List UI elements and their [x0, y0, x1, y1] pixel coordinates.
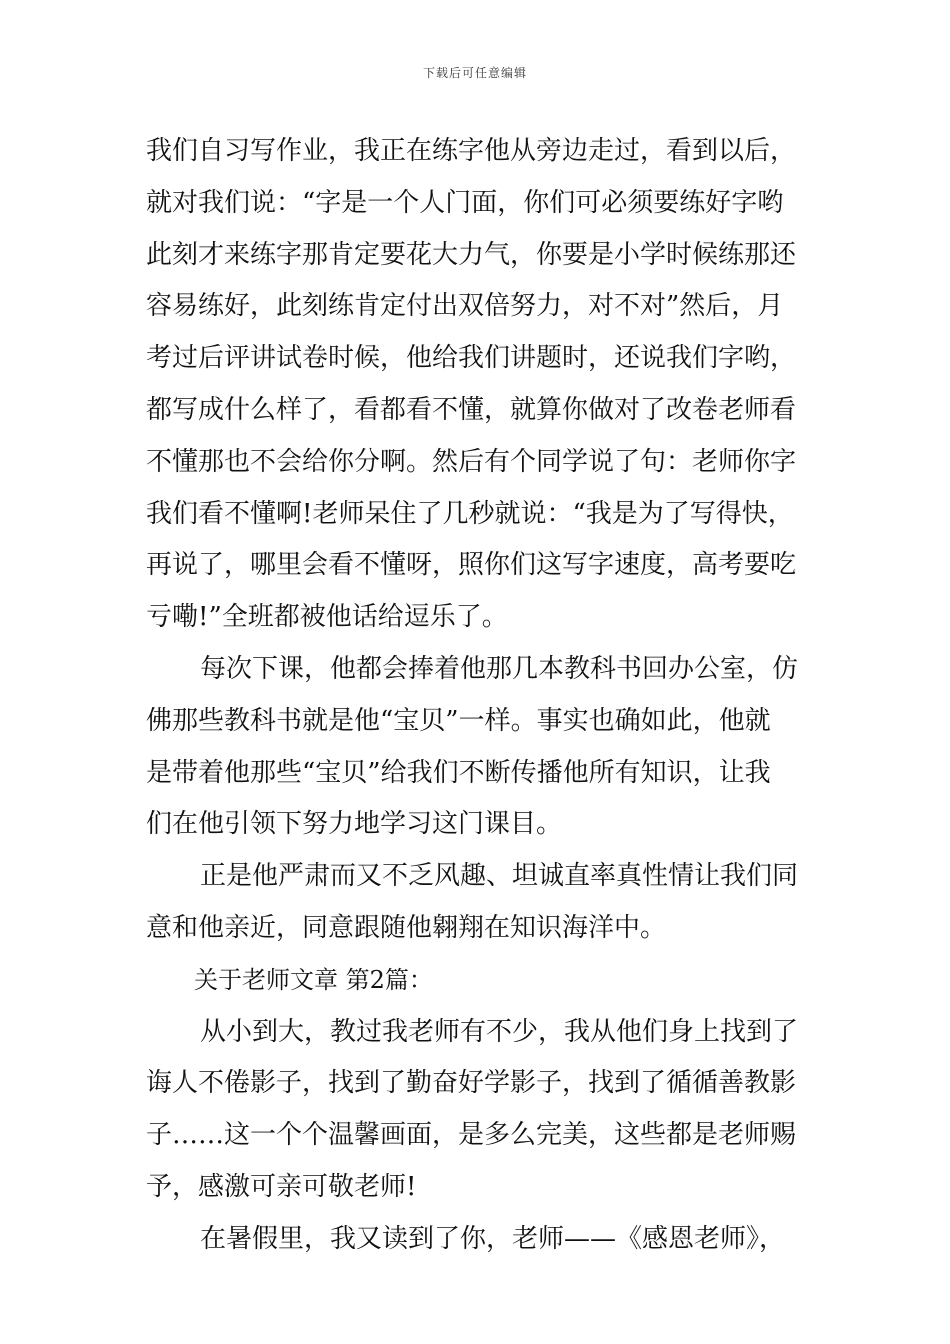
text-line: 亏嘞!”全班都被他话给逗乐了。 [146, 602, 508, 633]
text-line: 每次下课，他都会捧着他那几本教科书回办公室，仿 [200, 653, 799, 684]
text-line: 正是他严肃而又不乏风趣、坦诚直率真性情让我们同 [200, 861, 799, 892]
text-line: 是带着他那些“宝贝”给我们不断传播他所有知识，让我 [146, 757, 771, 788]
text-line: 们在他引领下努力地学习这门课目。 [146, 809, 563, 840]
section-heading: 关于老师文章 第2篇： [194, 965, 433, 994]
text-line: 此刻才来练字那肯定要花大力气，你要是小学时候练那还 [146, 239, 797, 270]
text-line: 子……这一个个温馨画面，是多么完美，这些都是老师赐 [146, 1120, 797, 1151]
text-line: 我们看不懂啊!老师呆住了几秒就说：“我是为了写得快， [146, 498, 794, 529]
text-line: 在暑假里，我又读到了你，老师——《感恩老师》， [200, 1223, 786, 1254]
document-body [146, 126, 808, 1266]
text-line: 考过后评讲试卷时候，他给我们讲题时，还说我们字哟， [146, 343, 797, 374]
text-line: 都写成什么样了，看都看不懂，就算你做对了改卷老师看 [146, 394, 797, 425]
text-line: 再说了，哪里会看不懂呀，照你们这写字速度，高考要吃 [146, 550, 797, 581]
text-line: 我们自习写作业，我正在练字他从旁边走过，看到以后， [146, 136, 797, 166]
text-line: 诲人不倦影子，找到了勤奋好学影子，找到了循循善教影 [146, 1068, 797, 1099]
text-line: 容易练好，此刻练肯定付出双倍努力，对不对”然后，月 [146, 291, 784, 322]
text-line: 不懂那也不会给你分啊。然后有个同学说了句：老师你字 [146, 446, 797, 477]
page-header: 下载后可任意编辑 [422, 66, 527, 80]
text-line: 就对我们说：“字是一个人门面，你们可必须要练好字哟 [146, 187, 784, 218]
text-line: 意和他亲近，同意跟随他翱翔在知识海洋中。 [146, 912, 667, 943]
text-line: 予，感激可亲可敬老师! [146, 1171, 417, 1202]
text-line: 从小到大，教过我老师有不少，我从他们身上找到了 [200, 1016, 799, 1047]
text-line: 佛那些教科书就是他“宝贝”一样。事实也确如此，他就 [146, 705, 771, 736]
